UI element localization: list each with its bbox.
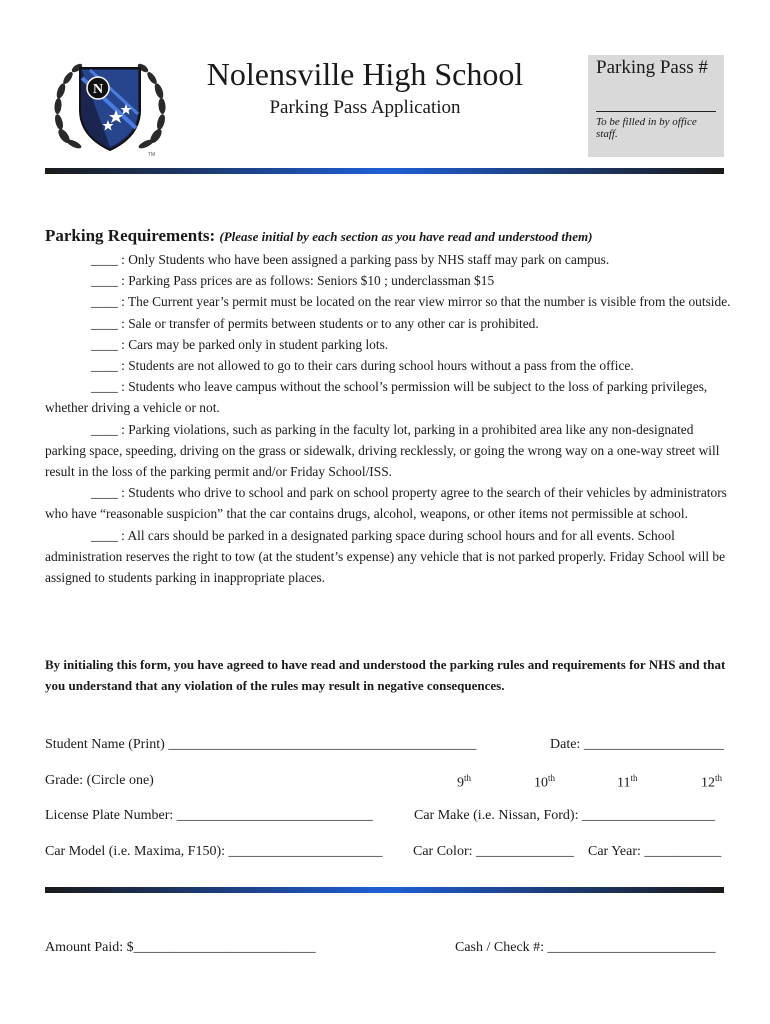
grade-option-10[interactable]: 10th <box>534 773 556 791</box>
grade-option-11[interactable]: 11th <box>617 773 638 791</box>
form-title: Parking Pass Application <box>269 97 461 118</box>
parking-pass-number-field[interactable] <box>596 97 716 112</box>
requirements-title: Parking Requirements: <box>45 226 216 245</box>
student-name-field[interactable]: Student Name (Print) ____________________________________________ <box>45 737 477 752</box>
grade-option-12[interactable]: 12th <box>701 773 723 791</box>
car-year-field[interactable]: Car Year: ___________ <box>588 844 722 859</box>
requirement-item: ____ : Students are not allowed to go to their cars during school hours without a pass from the office. <box>91 358 634 374</box>
grade-label: Grade: (Circle one) <box>45 773 154 788</box>
car-color-field[interactable]: Car Color: ______________ <box>413 844 574 859</box>
requirement-item: ____ : Students who leave campus without the school’s permission will be subject to the loss of parking privileges, whether driving a vehicle or not. <box>45 379 708 416</box>
requirement-item: ____ : Only Students who have been assigned a parking pass by NHS staff may park on campus. <box>91 252 610 267</box>
agreement-statement: By initialing this form, you have agreed to have read and understood the parking rules and requirements for NHS and that you understand that any violation of the rules may result in negative consequences. <box>45 657 726 693</box>
car-model-field[interactable]: Car Model (i.e. Maxima, F150): ______________________ <box>45 844 383 859</box>
header-divider <box>45 168 724 174</box>
footer-divider <box>45 887 724 893</box>
date-field[interactable]: Date: ____________________ <box>550 737 724 752</box>
office-staff-note: To be filled in by office staff. <box>596 116 697 140</box>
requirements-instruction: (Please initial by each section as you have read and understood them) <box>219 229 593 244</box>
parking-pass-box <box>588 55 724 157</box>
requirements-heading <box>45 226 592 246</box>
car-make-field[interactable]: Car Make (i.e. Nissan, Ford): ___________________ <box>414 808 715 823</box>
requirements-list <box>45 249 731 588</box>
logo-trademark: TM <box>148 152 156 158</box>
requirement-item: ____ : Students who drive to school and park on school property agree to the search of their vehicles by administrators who have “reasonable suspicion” that the car contains drugs, alcohol, weapons, or other items not permissible at school. <box>45 485 727 522</box>
school-name: Nolensville High School <box>206 56 524 92</box>
requirement-item: ____ : Sale or transfer of permits between students or to any other car is prohibited. <box>91 315 539 331</box>
amount-paid-field[interactable]: Amount Paid: $__________________________ <box>45 940 316 955</box>
grade-option-9[interactable]: 9th <box>457 773 472 791</box>
requirement-item: ____ : Cars may be parked only in student parking lots. <box>91 336 389 352</box>
parking-pass-label: Parking Pass # <box>596 57 708 78</box>
cash-check-field[interactable]: Cash / Check #: ________________________ <box>455 940 716 955</box>
logo-letter: N <box>92 82 104 97</box>
requirement-item: ____ : All cars should be parked in a designated parking space during school hours and for all events. School administration reserves the right to tow (at the student’s expense) any vehicle that is not parked properly. Friday School will be assigned to students parking in inappropriate places. <box>45 527 726 586</box>
requirement-item: ____ : The Current year’s permit must be located on the rear view mirror so that the number is visible from the outside. <box>91 294 731 310</box>
requirement-item: ____ : Parking violations, such as parking in the faculty lot, parking in a prohibited area like any non-designated parking space, speeding, driving on the grass or sidewalk, driving recklessly, or going the wrong way on a one-way street will result in the loss of the parking permit and/or Friday School/ISS. <box>45 421 720 480</box>
requirement-item: ____ : Parking Pass prices are as follows: Seniors $10 ; underclassman $15 <box>91 273 495 289</box>
license-plate-field[interactable]: License Plate Number: ____________________________ <box>45 808 373 823</box>
